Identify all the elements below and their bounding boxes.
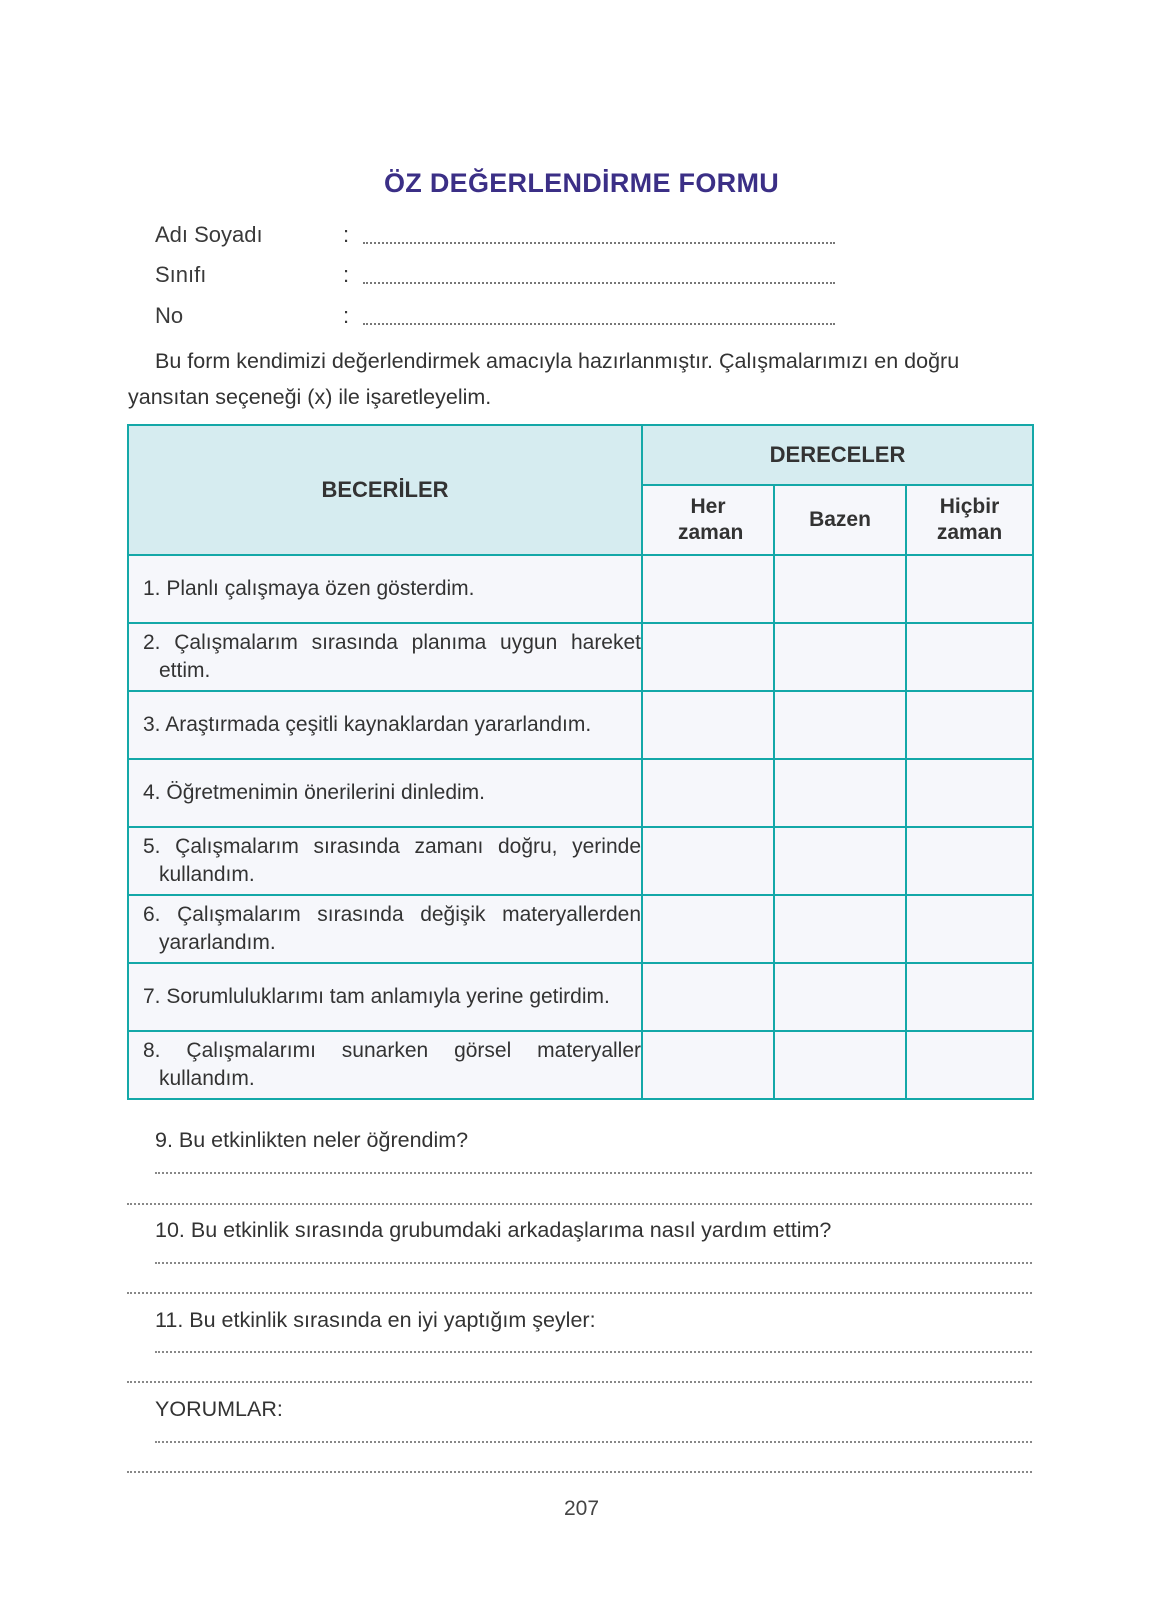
answer-line[interactable] — [155, 1351, 1032, 1353]
skill-label: Çalışmalarım sırasında planıma uygun hareket ettim. — [159, 631, 642, 682]
rating-cell-always[interactable] — [642, 827, 774, 895]
page-title: ÖZ DEĞERLENDİRME FORMU — [383, 168, 780, 198]
field-class-label: Sınıfı — [155, 262, 207, 287]
ratings-header: DERECELER — [642, 425, 1033, 485]
skill-label: Sorumluluklarımı tam anlamıyla yerine getirdim. — [166, 985, 610, 1008]
skill-text — [128, 623, 642, 691]
skill-number: 5. — [143, 835, 161, 858]
column-always-label: Her zaman — [678, 495, 744, 544]
skill-label: Çalışmalarım sırasında zamanı doğru, yerinde kullandım. — [159, 835, 642, 886]
rating-cell-always[interactable] — [642, 963, 774, 1031]
answer-line[interactable] — [155, 1262, 1032, 1264]
table-row — [128, 827, 1033, 895]
skill-number: 6. — [143, 903, 161, 926]
skill-number: 3. — [143, 713, 161, 736]
table-row — [128, 555, 1033, 623]
answer-line[interactable] — [155, 1441, 1032, 1443]
table-row — [128, 963, 1033, 1031]
skill-number: 2. — [143, 631, 161, 654]
table-row — [128, 759, 1033, 827]
field-name-label: Adı Soyadı — [155, 222, 263, 247]
skill-label: Öğretmenimin önerilerini dinledim. — [166, 781, 485, 804]
skill-number: 4. — [143, 781, 161, 804]
rating-cell-always[interactable] — [642, 1031, 774, 1099]
table-row — [128, 623, 1033, 691]
table-row — [128, 1031, 1033, 1099]
skill-number: 7. — [143, 985, 161, 1008]
rating-cell-never[interactable] — [906, 963, 1033, 1031]
number-input-line[interactable] — [363, 323, 835, 325]
skill-text — [128, 895, 642, 963]
rating-cell-never[interactable] — [906, 623, 1033, 691]
skill-label: Çalışmalarımı sunarken görsel materyaller kullandım. — [159, 1039, 642, 1090]
rating-cell-never[interactable] — [906, 1031, 1033, 1099]
column-always — [642, 485, 774, 555]
rating-cell-sometimes[interactable] — [774, 691, 906, 759]
rating-cell-sometimes[interactable] — [774, 555, 906, 623]
rating-cell-never[interactable] — [906, 827, 1033, 895]
field-number-label: No — [155, 303, 184, 328]
skills-rating-table — [127, 424, 1034, 1100]
rating-cell-sometimes[interactable] — [774, 827, 906, 895]
rating-cell-always[interactable] — [642, 691, 774, 759]
rating-cell-sometimes[interactable] — [774, 895, 906, 963]
field-colon: : — [343, 222, 350, 247]
rating-cell-never[interactable] — [906, 691, 1033, 759]
column-sometimes — [774, 485, 906, 555]
page-number: 207 — [563, 1497, 600, 1520]
answer-line[interactable] — [127, 1471, 1032, 1473]
field-class — [155, 262, 835, 292]
name-input-line[interactable] — [363, 242, 835, 244]
comments-label: YORUMLAR: — [155, 1397, 283, 1421]
skill-label: Araştırmada çeşitli kaynaklardan yararlandım. — [165, 713, 592, 736]
field-number — [155, 303, 835, 333]
skills-header: BECERİLER — [128, 425, 642, 555]
skill-label: Planlı çalışmaya özen gösterdim. — [166, 577, 475, 600]
question-9: 9. Bu etkinlikten neler öğrendim? — [155, 1128, 469, 1152]
skill-text — [128, 827, 642, 895]
field-colon: : — [343, 303, 350, 328]
skill-text — [128, 759, 642, 827]
skill-number: 1. — [143, 577, 161, 600]
rating-cell-sometimes[interactable] — [774, 1031, 906, 1099]
instructions: Bu form kendimizi değerlendirmek amacıyla hazırlanmıştır. Çalışmalarımızı en doğru yansıtan seçeneği (x) ile işaretleyelim. — [128, 349, 960, 409]
skill-text — [128, 555, 642, 623]
question-11: 11. Bu etkinlik sırasında en iyi yaptığım şeyler: — [155, 1308, 596, 1332]
rating-cell-never[interactable] — [906, 759, 1033, 827]
answer-line[interactable] — [155, 1172, 1032, 1174]
rating-cell-always[interactable] — [642, 759, 774, 827]
column-never-label: Hiçbir zaman — [936, 495, 1003, 544]
rating-cell-sometimes[interactable] — [774, 963, 906, 1031]
table-row — [128, 691, 1033, 759]
rating-cell-sometimes[interactable] — [774, 623, 906, 691]
field-colon: : — [343, 262, 350, 287]
rating-cell-always[interactable] — [642, 895, 774, 963]
question-10: 10. Bu etkinlik sırasında grubumdaki arkadaşlarıma nasıl yardım ettim? — [155, 1218, 832, 1242]
table-row — [128, 895, 1033, 963]
skill-text — [128, 691, 642, 759]
answer-line[interactable] — [127, 1381, 1032, 1383]
answer-line[interactable] — [127, 1292, 1032, 1294]
rating-cell-always[interactable] — [642, 623, 774, 691]
skill-text — [128, 1031, 642, 1099]
skill-text — [128, 963, 642, 1031]
rating-cell-never[interactable] — [906, 895, 1033, 963]
skill-label: Çalışmalarım sırasında değişik materyallerden yararlandım. — [159, 903, 641, 954]
field-name — [155, 222, 835, 252]
rating-cell-sometimes[interactable] — [774, 759, 906, 827]
rating-cell-never[interactable] — [906, 555, 1033, 623]
answer-line[interactable] — [127, 1203, 1032, 1205]
column-sometimes-label: Bazen — [809, 508, 871, 531]
column-never — [906, 485, 1033, 555]
rating-cell-always[interactable] — [642, 555, 774, 623]
class-input-line[interactable] — [363, 282, 835, 284]
skill-number: 8. — [143, 1039, 161, 1062]
